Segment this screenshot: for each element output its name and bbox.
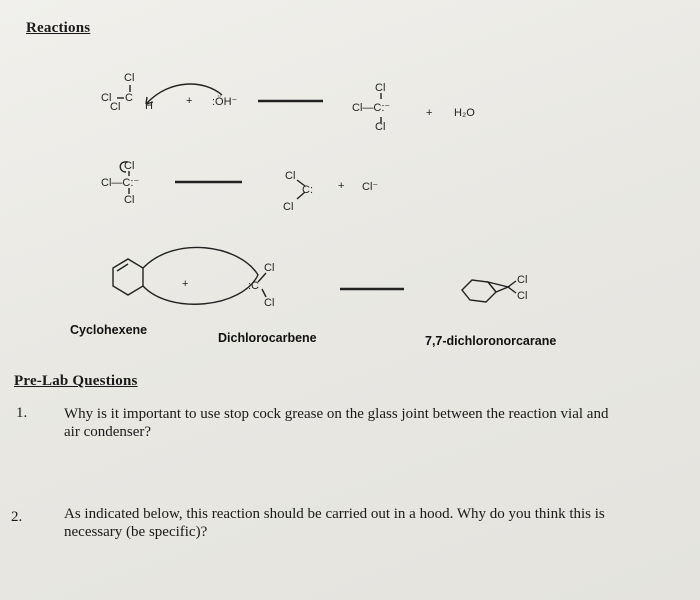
reactions-heading: Reactions xyxy=(26,20,91,36)
r2-anion-top-cl: Cl xyxy=(124,160,135,172)
carbene-carbon: C: xyxy=(302,184,313,196)
norcarane-cl1-bond xyxy=(508,281,516,287)
chcl3-hydrogen: H xyxy=(145,100,153,112)
r3-carbene-top-cl: Cl xyxy=(264,262,275,274)
r3-carbene-upper-bond xyxy=(258,273,266,282)
label-cyclohexene: Cyclohexene xyxy=(70,323,148,337)
anion-bottom-cl: Cl xyxy=(375,121,386,133)
r3-carbene-lower-bond xyxy=(262,289,266,297)
r1-plus-1: + xyxy=(186,95,193,107)
r2-anion-center: Cl—C:⁻ xyxy=(101,177,140,189)
product-cl-2: Cl xyxy=(517,290,528,302)
carbene-top-cl: Cl xyxy=(285,170,296,182)
carbene-bottom-cl: Cl xyxy=(283,201,294,213)
r2-anion-bottom-cl: Cl xyxy=(124,194,135,206)
product-cl-1: Cl xyxy=(517,274,528,286)
norcarane-cyclopropane xyxy=(488,282,508,292)
cycloaddition-arrow-loop xyxy=(143,247,258,304)
hydroxide-ion: :ÖH⁻ xyxy=(212,96,238,108)
r3-plus: + xyxy=(182,278,189,290)
question-2-number: 2. xyxy=(11,509,23,525)
r1-plus-2: + xyxy=(426,107,433,119)
water: H₂O xyxy=(454,107,475,119)
chcl3-bottom-cl: Cl xyxy=(110,101,121,113)
chcl3-carbon: C xyxy=(125,92,133,104)
prelab-heading: Pre-Lab Questions xyxy=(14,373,138,389)
label-dichlorocarbene: Dichlorocarbene xyxy=(218,331,317,345)
electron-pushing-curved-arrow xyxy=(146,84,222,104)
r2-plus: + xyxy=(338,180,345,192)
label-dichloronorcarane: 7,7-dichloronorcarane xyxy=(425,334,557,348)
chcl3-left-cl: Cl xyxy=(101,92,112,104)
question-2-text: As indicated below, this reaction should be carried out in a hood. Why do you think this is necessary (be specific)? xyxy=(64,506,605,540)
anion-top-cl: Cl xyxy=(375,82,386,94)
chloride-ion: Cl⁻ xyxy=(362,181,379,193)
question-1-text: Why is it important to use stop cock grease on the glass joint between the reaction vial and air condenser? xyxy=(64,406,609,440)
anion-center: Cl—C:⁻ xyxy=(352,102,391,114)
norcarane-cl2-bond xyxy=(508,287,516,293)
question-1-number: 1. xyxy=(16,405,28,421)
chcl3-top-cl: Cl xyxy=(124,72,135,84)
r3-carbene-carbon: :C xyxy=(248,280,259,292)
r3-carbene-bottom-cl: Cl xyxy=(264,297,275,309)
